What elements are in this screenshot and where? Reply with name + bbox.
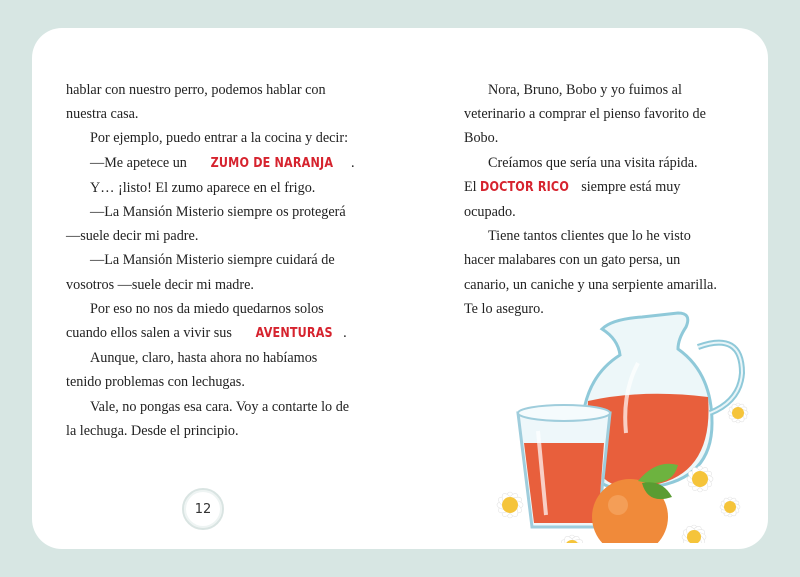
daisy-icon	[559, 534, 585, 543]
daisy-icon	[719, 496, 740, 517]
daisy-icon	[496, 491, 524, 519]
text-run: siempre está muy ocupado.	[464, 178, 681, 221]
juice-illustration	[442, 283, 762, 543]
page-number: 12	[182, 488, 224, 530]
paragraph: Tiene tantos clientes que lo he visto hacer malabares con un gato persa, un canario, un caniche y una serpiente amarilla. Te lo aseguro.	[464, 228, 717, 317]
text-run: El	[464, 178, 481, 195]
paragraph: Por ejemplo, puedo entrar a la cocina y decir:	[90, 130, 349, 147]
paragraph: —La Mansión Misterio siempre cuidará de vosotros —suele decir mi madre.	[66, 252, 335, 293]
paragraph	[66, 151, 356, 176]
paragraph: Creíamos que sería una visita rápida.	[488, 154, 698, 171]
paragraph: Aunque, claro, hasta ahora no habíamos tenido problemas con lechugas.	[66, 350, 318, 391]
daisy-icon	[681, 524, 707, 543]
paragraph: Vale, no pongas esa cara. Voy a contarte lo de la lechuga. Desde el principio.	[66, 398, 350, 439]
paragraph	[464, 175, 724, 224]
left-page-text	[66, 78, 356, 443]
highlight-word: DOCTOR RICO	[480, 179, 570, 195]
paragraph: Y… ¡listo! El zumo aparece en el frigo.	[90, 179, 316, 196]
highlight-word: AVENTURAS	[256, 326, 334, 342]
text-run: —Me apetece un	[90, 154, 191, 171]
book-spread	[32, 28, 768, 549]
text-run: .	[350, 154, 355, 171]
paragraph: hablar con nuestro perro, podemos hablar con nuestra casa.	[66, 82, 326, 123]
paragraph	[66, 297, 356, 346]
text-run: Por eso no nos da miedo quedarnos solos cuando ellos salen a vivir sus	[66, 300, 324, 342]
text-run: .	[343, 325, 347, 342]
paragraph: —La Mansión Misterio siempre os protegerá —suele decir mi padre.	[66, 204, 346, 245]
paragraph: Nora, Bruno, Bobo y yo fuimos al veterinario a comprar el pienso favorito de Bobo.	[464, 82, 706, 147]
daisy-icon	[727, 402, 748, 423]
highlight-word: ZUMO DE NARANJA	[211, 155, 334, 171]
